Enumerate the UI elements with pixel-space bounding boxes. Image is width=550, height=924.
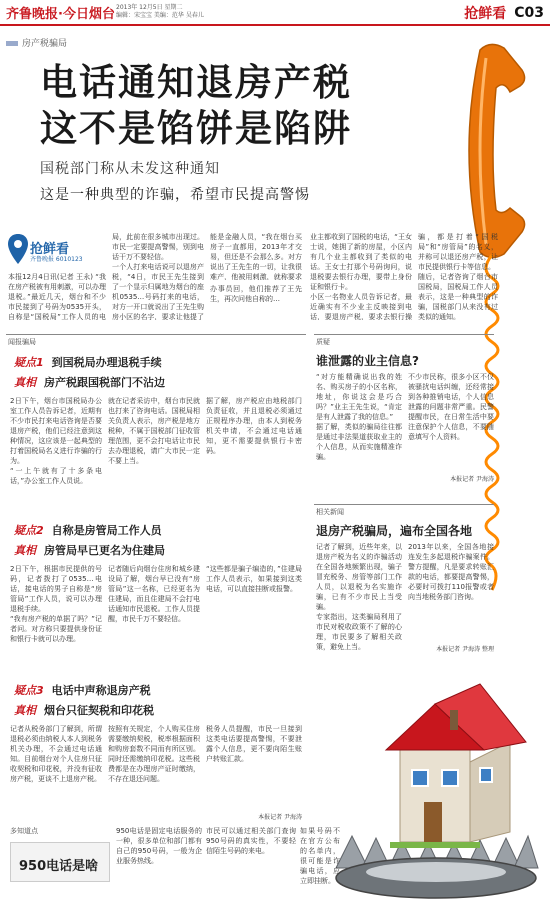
phone-handset-icon (440, 40, 544, 600)
side1-column-1: “对方能精确说出我的姓名、购买房子的小区名称，地址，你说这会是巧合吗？”业主王先生说，“肯定是有人泄露了我的信息。” 据了解，类似的骗局往往都是通过非法渠道获取业主的个人信息，从而实施精准诈骗。 (316, 373, 402, 461)
intro-column-1: 本报12月4日讯(记者 王永) “我在房产税被有用刺激，可以办理退税。”最近几天，烟台和不少市民接到了号码为0535开头，自称是“国税局”工作人员的电 (8, 273, 106, 320)
answer-1 (14, 374, 165, 390)
bottom-column-1: 950电话是固定电话服务的一种，很多单位和部门都有自己的950号码，一般为企业服务热线。 (116, 827, 202, 865)
section-rule (6, 334, 306, 335)
bottom-box (10, 842, 110, 882)
side2-credit: 本报记者 尹海涛 整理 (436, 646, 494, 653)
badge-title: 抢鲜看 (30, 242, 70, 257)
side1-credit: 本报记者 尹海涛 (450, 476, 494, 483)
masthead-meta (116, 4, 266, 20)
q2-column-3: “这些都是骗子编造的，”住建局工作人员表示，如果接到这类电话，可以直接挂断或报警。 (206, 565, 302, 593)
q3-column-3: 税务人员提醒，市民一旦接到这类电话要提高警惕，不要泄露个人信息，更不要向陌生账户转账汇款。 (206, 725, 302, 763)
question-2-text: 自称是房管局工作人员 (51, 524, 162, 537)
side2-headline: 退房产税骗局，遍布全国各地 (316, 524, 473, 538)
q1-column-3: 据了解，房产税应由地税部门负责征收，并且退税必须通过正规程序办理，由本人到税务机关申请，不会通过电话通知，更不需要提供银行卡密码。 (206, 397, 302, 455)
side1-rule (314, 334, 494, 335)
q2-column-1: 2日下午，根据市民提供的号码，记者拨打了0535…电话，接电话的男子自称是“房管局”工作人员，说可以办理退税手续。 “我有房产税的单据了吗？”记者问。对方称只要提供身份证和银行卡就可以办理。 (10, 565, 102, 643)
question-2 (14, 522, 162, 538)
issue-date: 2013年 12月5日 星期二 (116, 4, 183, 11)
masthead-right (464, 3, 544, 23)
side2-tag: 相关新闻 (316, 508, 344, 516)
bottom-tag: 多知道点 (10, 827, 38, 835)
side1-column-2: 不少市民称，很多小区不仅被骚扰电话纠缠，还经常接到各种推销电话，个人信息泄露的问题非常严重。民警提醒市民，在日常生活中要注意保护个人信息，不要随意填写个人资料。 (408, 373, 494, 441)
answer-3-text: 烟台只征契税和印花税 (44, 704, 154, 717)
bottom-title: 950电话是啥 (19, 859, 99, 874)
section-name: 抢鲜看 (464, 6, 507, 22)
intro-column-6: 骗，都是打着“国税局”和“房管局”的名义，并称可以退还房产税，让市民提供银行卡等信息。 随后，记者咨询了烟台市国税局，国税局工作人员表示，这是一种典型的诈骗，国税部门从来没有过类似的通知。 (418, 233, 498, 320)
q1-column-2: 就在记者采访中，烟台市民就也打来了咨询电话。国税局相关负责人表示，房产税是地方税种，不属于国税部门征收管理范围，更不会打电话让市民去办理退税，请广大市民一定不要上当。 (108, 397, 200, 465)
answer-3-key: 真相 (14, 704, 36, 717)
q3-column-2: 按照有关规定，个人购买住房需要缴纳契税，税率根据面积和购房套数不同而有所区别。同时还需缴纳印花税。这些税费都是在办理房产证时缴纳，不存在退还问题。 (108, 725, 200, 783)
badge-subtitle: 齐鲁晚报 6010123 (30, 256, 83, 263)
answer-3 (14, 702, 154, 718)
bottom-column-2: 市民可以通过相关部门查询950号码的真实性，不要轻信陌生号码的来电。 (206, 827, 296, 855)
answer-2 (14, 542, 165, 558)
intro-column-3: 能是金融人员，“我在烟台买房子一直都用，2013年才交易，但还是不会那么多。对方说出了王先生的一切，让我很难产，他被用刺激，就称要求 (210, 233, 302, 280)
masthead (0, 0, 550, 26)
headline (40, 60, 480, 152)
answer-1-text: 房产税跟国税部门不沾边 (44, 376, 165, 389)
section-tag: 闻报骗局 (8, 338, 36, 346)
answer-2-key: 真相 (14, 544, 36, 557)
q2-column-2: 记者随后向烟台住房和城乡建设局了解，烟台早已没有“房管局”这一名称，已经更名为住建局，而且住建局不会打电话通知市民退税。工作人员提醒，市民千万不要轻信。 (108, 565, 200, 623)
question-3-key: 疑点3 (14, 684, 44, 697)
question-1-text: 到国税局办理退税手续 (51, 356, 162, 369)
bottom-column-3: 如果号码不在官方公布的名单内，很可能是诈骗电话，应立即挂断。 (300, 827, 340, 885)
story-tag: 房产税骗局 (6, 36, 67, 49)
question-3-text: 电话中声称退房产税 (51, 684, 151, 697)
q3-credit: 本报记者 尹海涛 (258, 814, 302, 821)
deck-1: 国税部门称从未发这种通知 (40, 161, 220, 177)
side2-column-2: 2013年以来，全国各地接连发生多起退税诈骗案件。警方提醒，凡是要求转账汇款的电话，都要提高警惕，必要时可拨打110报警或者向当地税务部门咨询。 (408, 543, 494, 601)
headline-line-2: 这不是馅饼是陷阱 (40, 107, 352, 150)
q3-column-1: 记者从税务部门了解到，所谓退税必须由纳税人本人到税务机关办理，不会通过电话通知。目前烟台对个人住房只征收契税和印花税，并没有征收房产税，更谈不上退房产税。 (10, 725, 102, 783)
side1-headline: 谁泄露的业主信息? (316, 354, 419, 368)
deck-2: 这是一种典型的诈骗，希望市民提高警惕 (40, 187, 310, 203)
question-1 (14, 354, 162, 370)
question-1-key: 疑点1 (14, 356, 44, 369)
editors: 编辑：宋宝宝 美编：范华 吴春儿 (116, 12, 204, 19)
side2-column-1: 记者了解到，近些年来，以退房产税为名义的诈骗活动在全国各地频繁出现，骗子冒充税务、房管等部门工作人员，以退税为名实施诈骗，已有不少市民上当受骗。 专家指出，这类骗局利用了市民对税收政策不了解的心理，市民要多了解相关政策，避免上当。 (316, 543, 402, 651)
intro-column-5: 业主都收到了国税的电话，“王女士说，她拥了新的房屋，小区内有几个业主都收到了类似的电话。王女士打那个号码询问，说退税要去银行办理，要带上身份证和银行卡。 小区一名物业人员告诉记者，最近确实有不少业主反映接到电话，要退房产税，要求去银行操 (310, 233, 412, 320)
question-3 (14, 682, 151, 698)
answer-2-text: 房管局早已更名为住建局 (44, 544, 165, 557)
intro-column-2: 局，此前在很多城市出现过。市民一定要提高警惕，别到电话干万不要轻信。 一个人打来电话说可以退房产税，“4日，市民王先生接到了一个显示归属地为烟台的座机0535…号码打来的电话，对方一开口就说出了王先生购房小区的名字，要求让他提了 (112, 233, 204, 320)
q1-column-1: 2日下午，烟台市国税局办公室工作人员告诉记者，近期有不少市民打来电话咨询是否要退房产税，他们已经注意到这种情况，这应该是一起典型的打着国税局名义进行诈骗的行为。 “一上午就有了十多条电话，”办公室工作人员说。 (10, 397, 102, 485)
answer-1-key: 真相 (14, 376, 36, 389)
side2-rule (314, 504, 494, 505)
location-pin-icon (8, 234, 28, 264)
house-trap-icon (330, 592, 540, 912)
paper-name: 齐鲁晚报·今日烟台 (6, 6, 115, 22)
section-badge (8, 232, 98, 266)
question-2-key: 疑点2 (14, 524, 44, 537)
page-number: C03 (514, 5, 544, 21)
headline-line-1: 电话通知退房产税 (40, 61, 352, 104)
intro-column-4: 办事员回，他们推荐了王先生，再次问他自称的… (210, 285, 302, 303)
side1-tag: 质疑 (316, 338, 330, 346)
